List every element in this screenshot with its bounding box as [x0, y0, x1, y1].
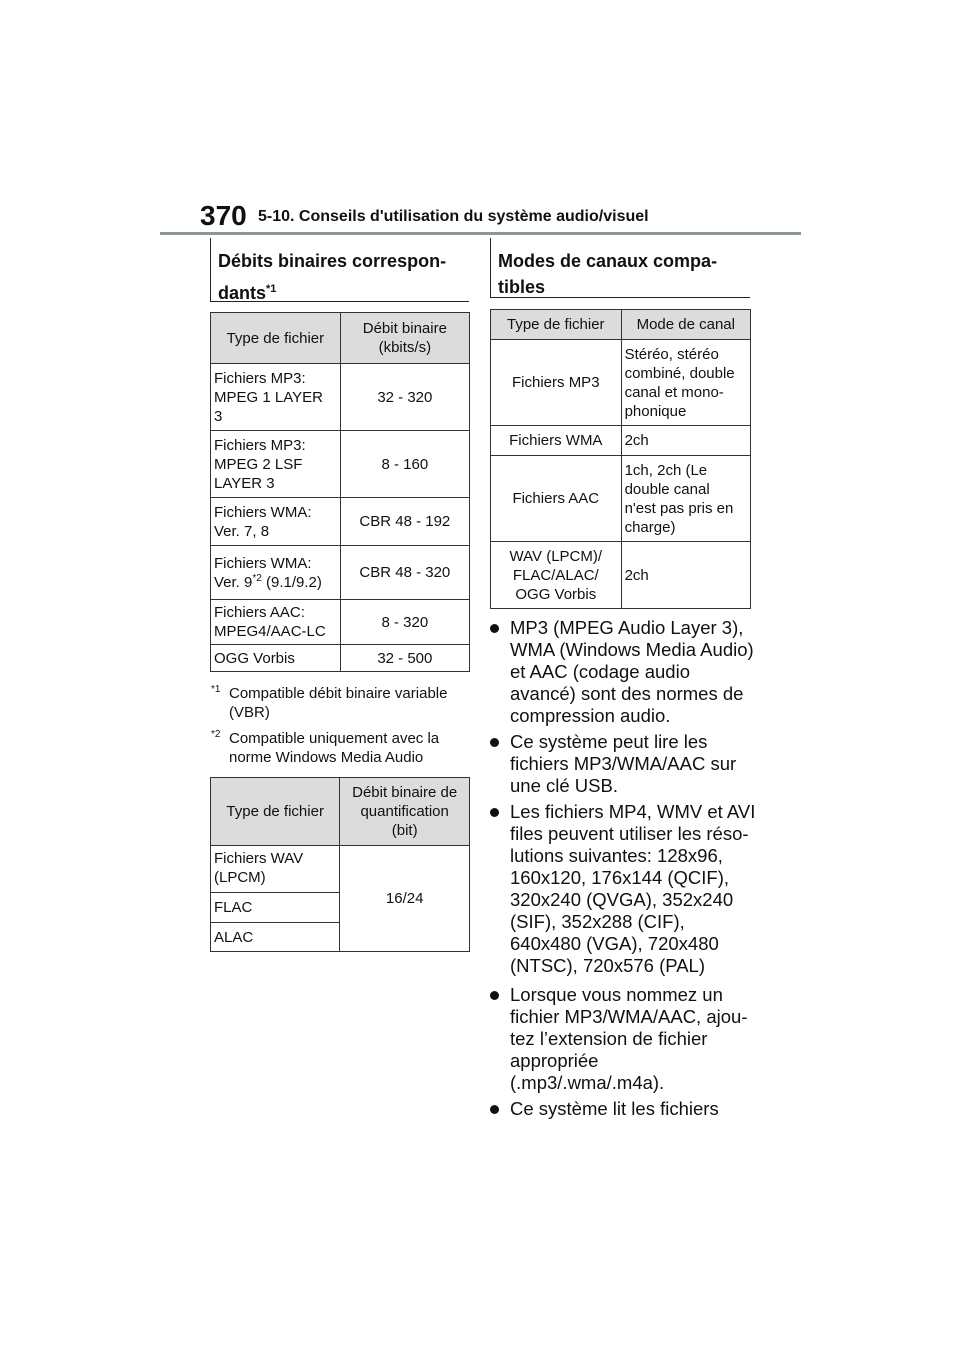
channel-mode-cell: 2ch [621, 426, 750, 456]
file-type-cell: Fichiers AAC: MPEG4/AAC-LC [211, 600, 341, 645]
heading-rule-left [490, 238, 491, 298]
table-row [491, 542, 751, 609]
quantification-value: 16/24 [340, 846, 470, 952]
file-type-cell: Fichiers MP3: MPEG 2 LSF LAYER 3 [211, 431, 341, 498]
table-row [491, 426, 751, 456]
footnote-1: $^{*1}$ Compatible débit binaire variable (VBR) [211, 684, 448, 721]
table-header-row [211, 778, 470, 846]
col-file-type: Type de fichier [211, 313, 341, 364]
section-title: 5-10. Conseils d'utilisation du système audio/visuel [258, 208, 649, 225]
footnote-2: $^{*2}$ Compatible uniquement avec la norme Windows Media Audio [211, 729, 440, 766]
file-type-cell: Fichiers WAV (LPCM) [211, 846, 340, 893]
table-row [211, 600, 470, 645]
bitrate-cell: CBR 48 - 192 [340, 498, 469, 546]
file-type-cell: Fichiers MP3: MPEG 1 LAYER 3 [211, 364, 341, 431]
table-row [211, 546, 470, 600]
file-type-cell: WAV (LPCM)/ FLAC/ALAC/ OGG Vorbis [491, 542, 622, 609]
bitrate-table [210, 312, 470, 672]
file-type-cell: Fichiers MP3 [491, 340, 622, 426]
page-number: 370 [200, 200, 247, 231]
file-type-cell: FLAC [211, 893, 340, 923]
file-type-cell: Fichiers AAC [491, 456, 622, 542]
table-row [491, 456, 751, 542]
channel-mode-cell: 1ch, 2ch (Le double canal n'est pas pris en charge) [621, 456, 750, 542]
bullet-item: Les fichiers MP4, WMV et AVI files peuvent utiliser les réso- lutions suivantes: 128x96, 160x120, 176x144 (QCIF), 320x240 (QVGA), 352x240 (SIF), 352x288 (CIF), 640x480 (VGA), 720x480 (NTSC), 720x576 (PAL) [490, 801, 760, 979]
table-row [491, 340, 751, 426]
channel-mode-cell: Stéréo, stéréo combiné, double canal et mono- phonique [621, 340, 750, 426]
heading-bitrates: Débits binaires correspon- dants$^{*1}$ [218, 251, 447, 303]
table-header-row [491, 310, 751, 340]
bullet-item: MP3 (MPEG Audio Layer 3), WMA (Windows Media Audio) et AAC (codage audio avancé) sont des normes de compression audio. [490, 617, 760, 729]
bullet-icon [490, 808, 499, 817]
bitrate-cell: 8 - 160 [340, 431, 469, 498]
channel-mode-table [490, 309, 751, 609]
col-bitrate: Débit binaire (kbits/s) [340, 313, 469, 364]
bullet-icon [490, 991, 499, 1000]
file-type-cell: Fichiers WMA: Ver. 7, 8 [211, 498, 341, 546]
heading-channel-modes: Modes de canaux compa- tibles [498, 251, 718, 297]
file-type-cell: Fichiers WMA [491, 426, 622, 456]
bullet-item: Ce système peut lire les fichiers MP3/WMA/AAC sur une clé USB. [490, 731, 760, 799]
bitrate-cell: CBR 48 - 320 [340, 546, 469, 600]
table-row [211, 846, 470, 893]
bitrate-cell: 32 - 500 [340, 645, 469, 672]
file-type-cell: ALAC [211, 923, 340, 952]
col-file-type: Type de fichier [211, 778, 340, 846]
table-row [211, 364, 470, 431]
col-channel-mode: Mode de canal [621, 310, 750, 340]
file-type-cell: Fichiers WMA: Ver. 9$^{*2}$ (9.1/9.2) [211, 546, 341, 600]
table-row [211, 431, 470, 498]
bitrate-cell: 8 - 320 [340, 600, 469, 645]
header-rule [160, 232, 801, 235]
col-quantification: Débit binaire de quantification (bit) [340, 778, 470, 846]
channel-mode-cell: 2ch [621, 542, 750, 609]
col-file-type: Type de fichier [491, 310, 622, 340]
table-header-row [211, 313, 470, 364]
table-row [211, 645, 470, 672]
heading-rule-left [210, 238, 211, 302]
bullet-icon [490, 738, 499, 747]
bullet-icon [490, 624, 499, 633]
bullet-item: Ce système lit les fichiers [490, 1098, 760, 1122]
bullet-icon [490, 1105, 499, 1114]
bullet-item: Lorsque vous nommez un fichier MP3/WMA/AAC, ajou- tez l’extension de fichier appropriée (.mp3/.wma/.m4a). [490, 984, 760, 1096]
quantification-table [210, 777, 470, 952]
bitrate-cell: 32 - 320 [340, 364, 469, 431]
table-row [211, 498, 470, 546]
file-type-cell: OGG Vorbis [211, 645, 341, 672]
